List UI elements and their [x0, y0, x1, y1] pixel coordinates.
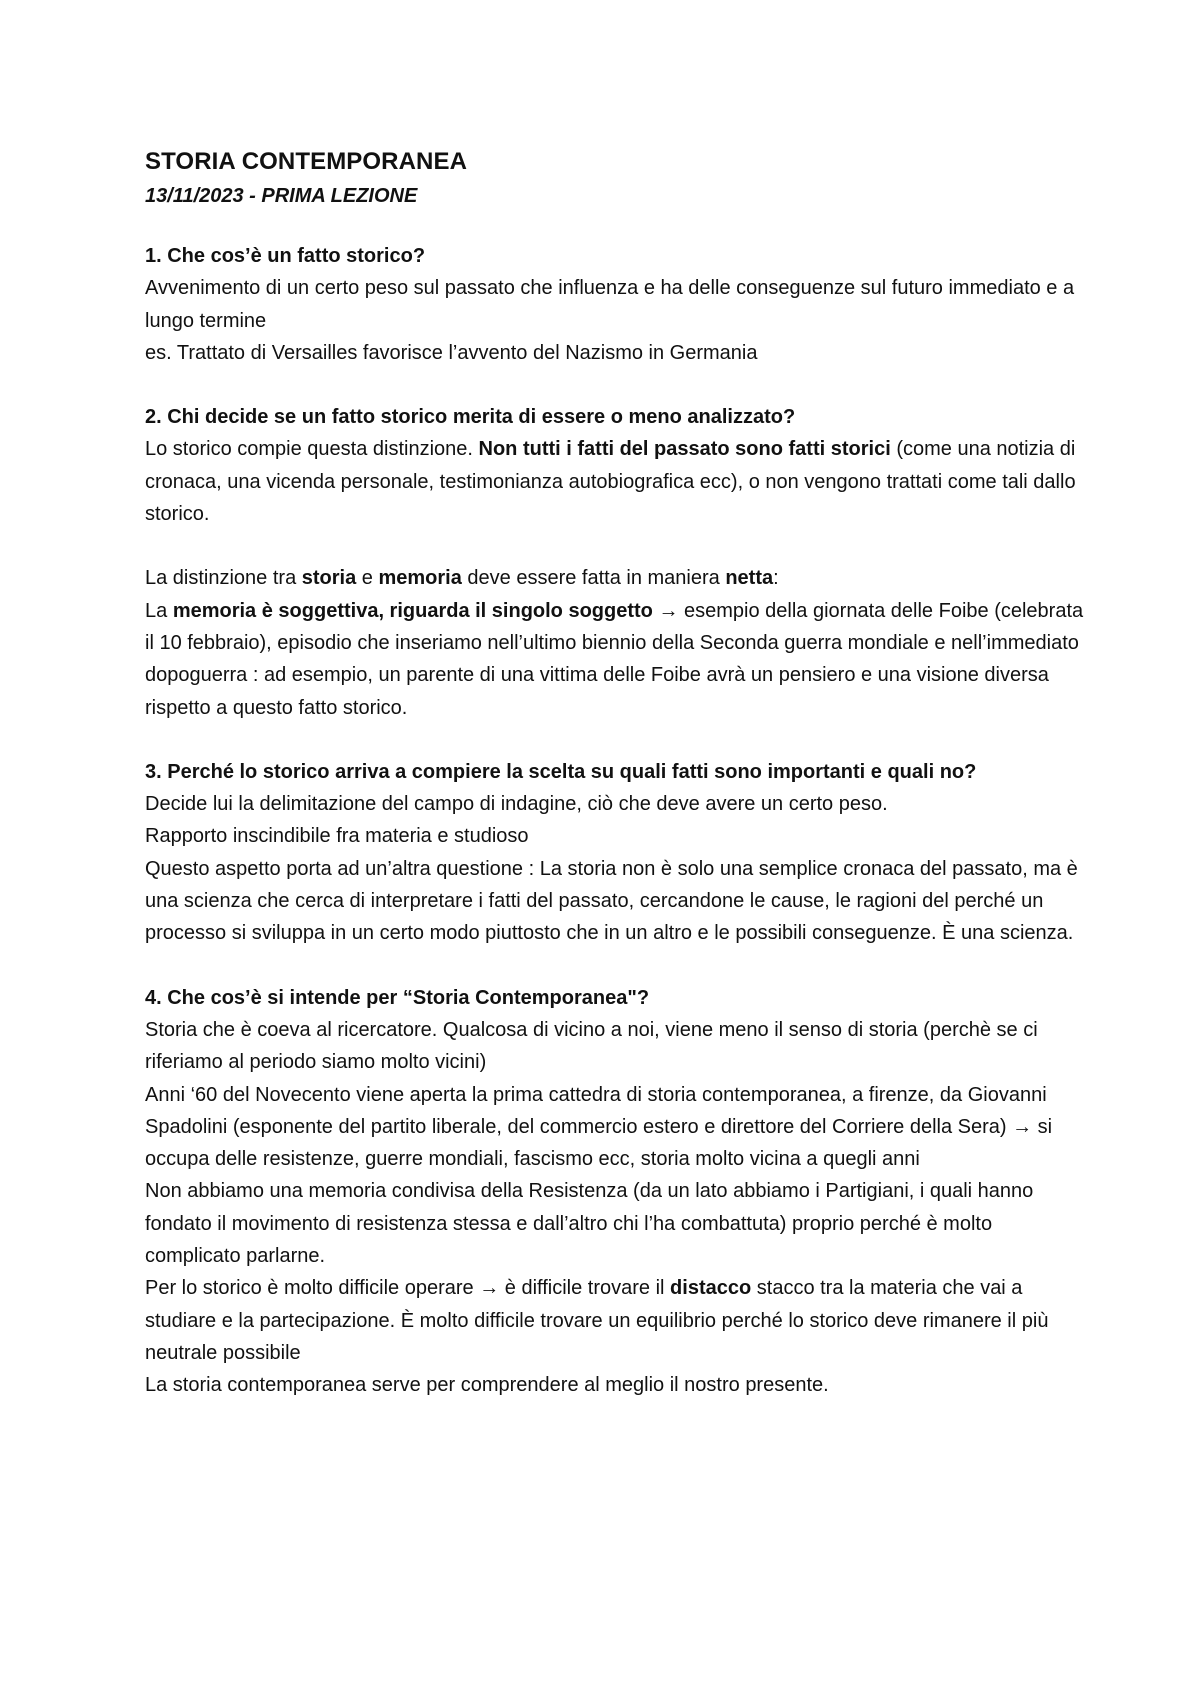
- text-span: La: [145, 599, 173, 622]
- bold-span: memoria: [378, 567, 462, 590]
- section-2: [145, 401, 1085, 724]
- text-span: Lo storico compie questa distinzione.: [145, 438, 479, 461]
- question-1: 1. Che cos’è un fatto storico?: [145, 245, 426, 267]
- bold-span: memoria è soggettiva, riguarda il singolo soggetto: [172, 599, 653, 622]
- lesson-date-subtitle: 13/11/2023 - PRIMA LEZIONE: [145, 185, 418, 207]
- spacer: [145, 530, 1085, 562]
- text-span: stacco tra la materia che vai a studiare e la partecipazione. È molto difficile trovare un equilibrio perché lo storico deve rimanere il più neutrale possibile: [145, 1277, 1049, 1364]
- text-span: e: [356, 567, 379, 590]
- answer-3-line-3: Questo aspetto porta ad un’altra questione : La storia non è solo una semplice cronaca del passato, ma è una scienza che cerca di interpretare i fatti del passato, cercandone le cause, le ragioni del perché un processo si sviluppa in un certo modo piuttosto che in un altro e le possibili conseguenze. È una scienza.: [145, 857, 1078, 945]
- spacer: [145, 724, 1085, 756]
- bold-span: netta: [725, 567, 774, 590]
- spacer: [145, 369, 1085, 401]
- text-span: → esempio della giornata delle Foibe (celebrata il 10 febbraio), episodio che inseriamo nell’ultimo biennio della Seconda guerra mondiale e nell’immediato dopoguerra : ad esempio, un parente di una vittima delle Foibe avrà un pensiero e una visione diversa rispetto a questo fatto storico.: [145, 599, 1084, 719]
- section-3: [145, 756, 1085, 950]
- document-page: [145, 146, 1085, 1402]
- answer-4-line-3: Non abbiamo una memoria condivisa della Resistenza (da un lato abbiamo i Partigiani, i quali hanno fondato il movimento di resistenza stessa e dall’altro chi l’ha combattuta) proprio perché è molto complicato parlarne.: [145, 1180, 1034, 1268]
- answer-4-line-4: [145, 1272, 1085, 1369]
- text-span: :: [773, 567, 779, 590]
- answer-3-line-2: Rapporto inscindibile fra materia e studioso: [145, 825, 529, 848]
- section-1: [145, 240, 1085, 369]
- spacer: [145, 212, 1085, 240]
- bold-span: distacco: [670, 1277, 752, 1300]
- answer-4-line-2: Anni ‘60 del Novecento viene aperta la prima cattedra di storia contemporanea, a firenze, da Giovanni Spadolini (esponente del partito liberale, del commercio estero e direttore del Corriere della Sera) → si occupa delle resistenze, guerre mondiali, fascismo ecc, storia molto vicina a quegli anni: [145, 1083, 1053, 1171]
- text-span: Per lo storico è molto difficile operare → è difficile trovare il: [145, 1277, 671, 1300]
- text-span: (come una notizia di cronaca, una vicenda personale, testimonianza autobiografica ecc), o non vengono trattati come tali dallo storico.: [145, 438, 1076, 526]
- text-span: deve essere fatta in maniera: [461, 567, 726, 590]
- answer-2-paragraph-2: [145, 562, 1085, 594]
- answer-2-paragraph-3: [145, 595, 1085, 724]
- text-span: La distinzione tra: [145, 567, 302, 590]
- answer-4-line-1: Storia che è coeva al ricercatore. Qualcosa di vicino a noi, viene meno il senso di storia (perchè se ci riferiamo al periodo siamo molto vicini): [145, 1018, 1038, 1074]
- bold-span: Non tutti i fatti del passato sono fatti storici: [478, 438, 891, 461]
- question-2: 2. Chi decide se un fatto storico merita di essere o meno analizzato?: [145, 406, 796, 429]
- document-title: STORIA CONTEMPORANEA: [145, 148, 468, 175]
- bold-span: storia: [301, 567, 357, 590]
- answer-1-line-2: es. Trattato di Versailles favorisce l’avvento del Nazismo in Germania: [145, 341, 758, 364]
- answer-1-line-1: Avvenimento di un certo peso sul passato che influenza e ha delle conseguenze sul futuro immediato e a lungo termine: [145, 277, 1075, 332]
- answer-2-paragraph-1: [145, 433, 1085, 530]
- question-3: 3. Perché lo storico arriva a compiere la scelta su quali fatti sono importanti e quali no?: [145, 760, 977, 783]
- spacer: [145, 950, 1085, 982]
- section-4: [145, 982, 1085, 1402]
- question-4: 4. Che cos’è si intende per “Storia Contemporanea"?: [145, 986, 650, 1009]
- answer-4-line-5: La storia contemporanea serve per comprendere al meglio il nostro presente.: [145, 1374, 829, 1397]
- answer-3-line-1: Decide lui la delimitazione del campo di indagine, ciò che deve avere un certo peso.: [145, 793, 888, 816]
